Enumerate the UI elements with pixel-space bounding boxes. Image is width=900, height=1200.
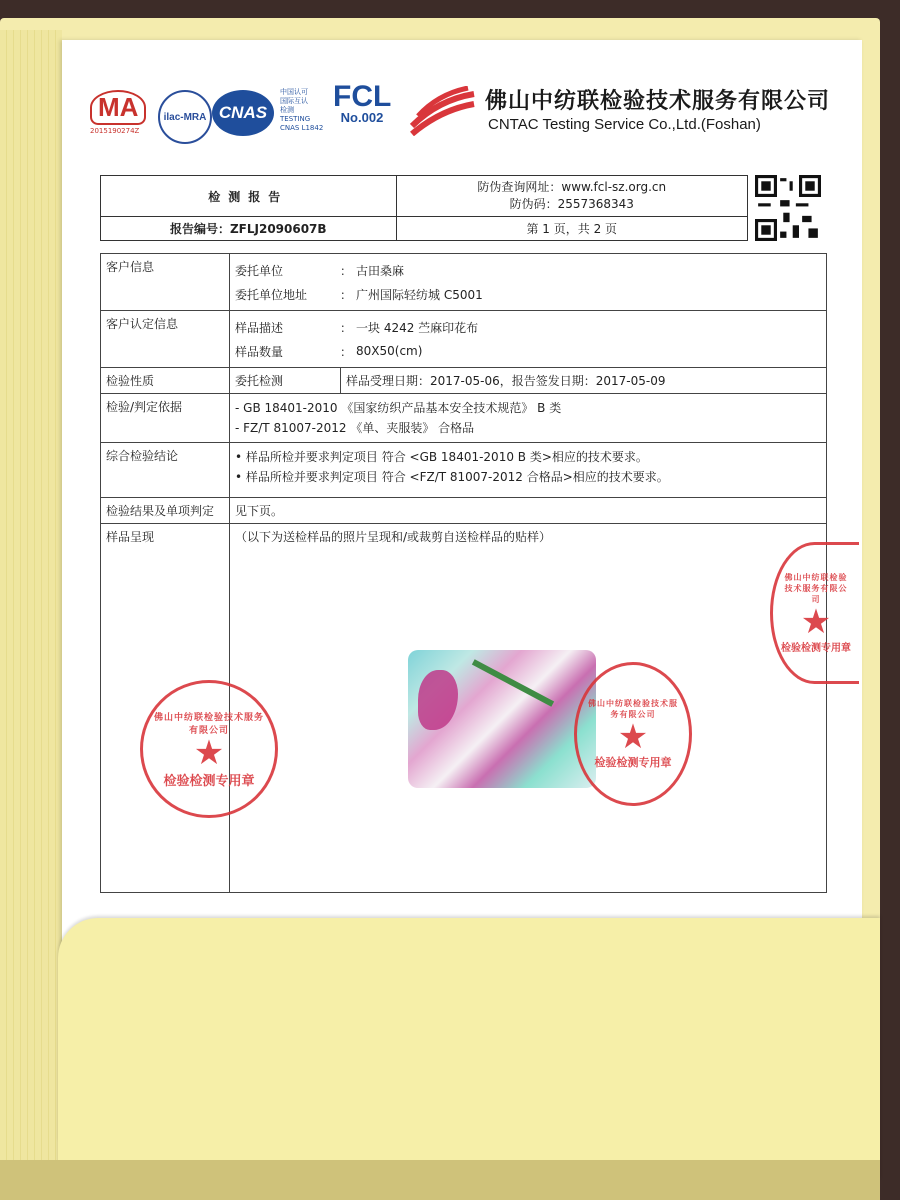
sample-description-line: 样品描述 ： 一块 4242 苎麻印花布 — [235, 320, 479, 335]
folder-bottom-edge — [0, 1160, 880, 1200]
ilac-mra-logo: ilac-MRA — [158, 90, 212, 144]
conclusion-label: 综合检验结论 — [101, 443, 230, 498]
sample-quantity-line: 样品数量 ： 80X50(cm) — [235, 344, 423, 359]
cnas-accreditation-text: 中国认可 国际互认 检测 TESTING CNAS L1842 — [280, 88, 324, 132]
verify-code: 防伪码：2557368343 — [509, 197, 634, 211]
report-title: 检测报告 — [101, 176, 397, 217]
report-number: 报告编号：ZFLJ2090607B — [101, 217, 397, 241]
folder-pocket-flap — [58, 918, 880, 1180]
ma-logo-number: 2015190274Z — [90, 127, 140, 135]
page-indicator: 第 1 页，共 2 页 — [396, 217, 747, 241]
official-stamp-right-edge: 佛山中纺联检验技术服务有限公司 ★ 检验检测专用章 — [770, 542, 859, 684]
basis-line: - FZ/T 81007-2012 《单、夹服装》 合格品 — [235, 421, 475, 435]
fcl-logo-number: No.002 — [340, 110, 384, 125]
basis-line: - GB 18401-2010 《国家纺织产品基本安全技术规范》 B 类 — [235, 401, 562, 415]
official-stamp-left: 佛山中纺联检验技术服务有限公司 ★ 检验检测专用章 — [140, 680, 278, 818]
test-dates: 样品受理日期：2017-05-06，报告签发日期：2017-05-09 — [341, 368, 827, 394]
client-name-line: 委托单位 ： 古田桑麻 — [235, 263, 405, 278]
fcl-logo — [333, 80, 391, 125]
stamp-star-icon: ★ — [800, 602, 832, 642]
verify-url: 防伪查询网址：www.fcl-sz.org.cn — [477, 180, 667, 194]
logo-strip — [90, 80, 890, 140]
fabric-sample-swatch — [408, 650, 596, 788]
stamp-star-icon: ★ — [617, 717, 649, 757]
cntac-wave-logo — [408, 86, 478, 136]
sample-quantity-value: 80X50(cm) — [356, 344, 423, 358]
ma-logo — [90, 90, 152, 135]
basis-cell — [230, 394, 827, 443]
sample-presentation-note: （以下为送检样品的照片呈现和/或裁剪自送检样品的贴样） — [235, 530, 552, 544]
test-nature-value: 委托检测 — [230, 368, 341, 394]
anti-counterfeit-info — [396, 176, 747, 217]
results-value: 见下页。 — [230, 498, 827, 524]
client-confirmed-label: 客户认定信息 — [101, 311, 230, 368]
cnas-logo: CNAS — [212, 90, 274, 136]
conclusion-cell — [230, 443, 827, 498]
ma-logo-mark: MA — [90, 90, 146, 125]
conclusion-line: • 样品所检并要求判定项目 符合 <GB 18401-2010 B 类>相应的技术要求。 — [235, 450, 648, 464]
client-confirmed-cell — [230, 311, 827, 368]
official-stamp-center: 佛山中纺联检验技术服务有限公司 ★ 检验检测专用章 — [574, 662, 692, 806]
stamp-star-icon: ★ — [193, 732, 225, 773]
company-name-en: CNTAC Testing Service Co.,Ltd.(Foshan) — [488, 116, 761, 133]
results-label: 检验结果及单项判定 — [101, 498, 230, 524]
client-name-value: 古田桑麻 — [356, 263, 405, 278]
test-nature-label: 检验性质 — [101, 368, 230, 394]
client-info-label: 客户信息 — [101, 254, 230, 311]
sample-description-value: 一块 4242 苎麻印花布 — [356, 320, 479, 335]
client-info-cell — [230, 254, 827, 311]
company-name-cn: 佛山中纺联检验技术服务有限公司 — [485, 89, 831, 114]
fcl-logo-mark: FCL — [333, 80, 392, 113]
client-address-value: 广州国际轻纺城 C5001 — [356, 287, 483, 302]
sample-presentation-label: 样品呈现 — [101, 524, 230, 893]
qr-code-icon — [755, 175, 821, 241]
folder-spine — [0, 30, 62, 1180]
basis-label: 检验/判定依据 — [101, 394, 230, 443]
client-address-line: 委托单位地址 ： 广州国际轻纺城 C5001 — [235, 287, 483, 302]
report-title-table — [100, 175, 748, 241]
conclusion-line: • 样品所检并要求判定项目 符合 <FZ/T 81007-2012 合格品>相应的技术要求。 — [235, 470, 669, 484]
